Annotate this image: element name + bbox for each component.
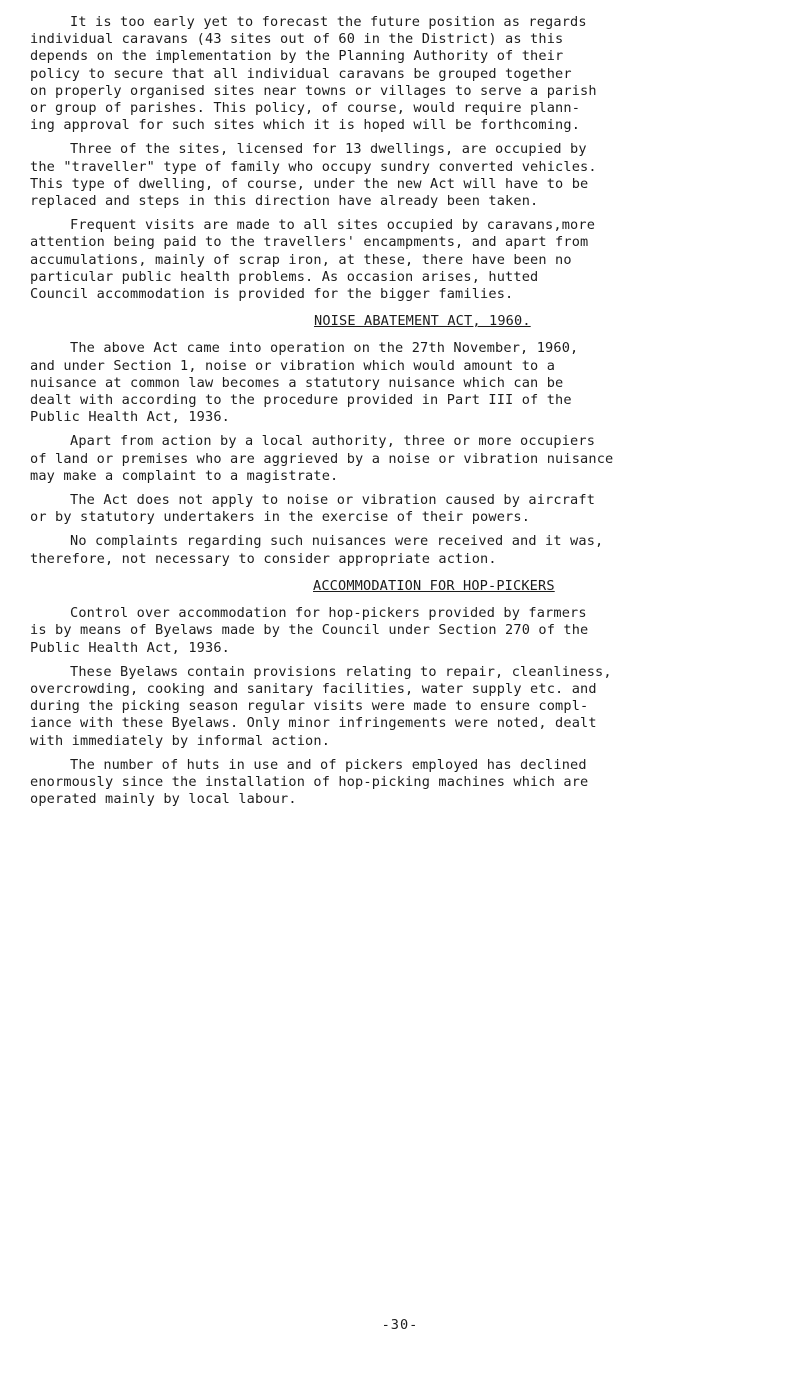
noise-paragraph-3: The Act does not apply to noise or vibration caused by aircraft or by statutory undertakers in the exercise of their powers.: [30, 492, 596, 526]
noise-abatement-heading: NOISE ABATEMENT ACT, 1960.: [314, 313, 531, 330]
intro-paragraph-3: Frequent visits are made to all sites occupied by caravans,more attention being paid to the travellers' encampments, and apart from accumulations, mainly of scrap iron, at these, there have been no particular public health problems. As occasion arises, hutted Council accommodation is provided for the bigger families.: [30, 217, 596, 303]
noise-paragraph-2: Apart from action by a local authority, three or more occupiers of land or premises who are aggrieved by a noise or vibration nuisance may make a complaint to a magistrate.: [30, 433, 614, 484]
noise-paragraph-4: No complaints regarding such nuisances were received and it was, therefore, not necessary to consider appropriate action.: [30, 533, 604, 567]
hop-paragraph-1: Control over accommodation for hop-pickers provided by farmers is by means of Byelaws made by the Council under Section 270 of the Public Health Act, 1936.: [30, 605, 589, 656]
hop-paragraph-3: The number of huts in use and of pickers employed has declined enormously since the installation of hop-picking machines which are operated mainly by local labour.: [30, 756, 589, 808]
hop-pickers-heading: ACCOMMODATION FOR HOP-PICKERS: [313, 577, 555, 594]
document-page: [30, 14, 775, 808]
page-number: -30-: [381, 1317, 419, 1333]
noise-paragraph-1: The above Act came into operation on the 27th November, 1960, and under Section 1, noise or vibration which would amount to a nuisance at common law becomes a statutory nuisance which can be dealt with according to the procedure provided in Part III of the Public Health Act, 1936.: [30, 340, 579, 426]
intro-paragraph-2: Three of the sites, licensed for 13 dwellings, are occupied by the "traveller" type of family who occupy sundry converted vehicles. This type of dwelling, of course, under the new Act will have to be replaced and steps in this direction have already been taken.: [30, 141, 597, 210]
intro-paragraph-1: It is too early yet to forecast the future position as regards individual caravans (43 sites out of 60 in the District) as this depends on the implementation by the Planning Authority of their policy to secure that all individual caravans be grouped together on properly organised sites near towns or villages to serve a parish or group of parishes. This policy, of course, would require plann- ing approval for such sites which it is hoped will be forthcoming.: [30, 14, 597, 134]
hop-paragraph-2: These Byelaws contain provisions relating to repair, cleanliness, overcrowding, cooking and sanitary facilities, water supply etc. and during the picking season regular visits were made to ensure compl- iance with these Byelaws. Only minor infringements were noted, dealt with immediately by informal action.: [30, 663, 612, 749]
